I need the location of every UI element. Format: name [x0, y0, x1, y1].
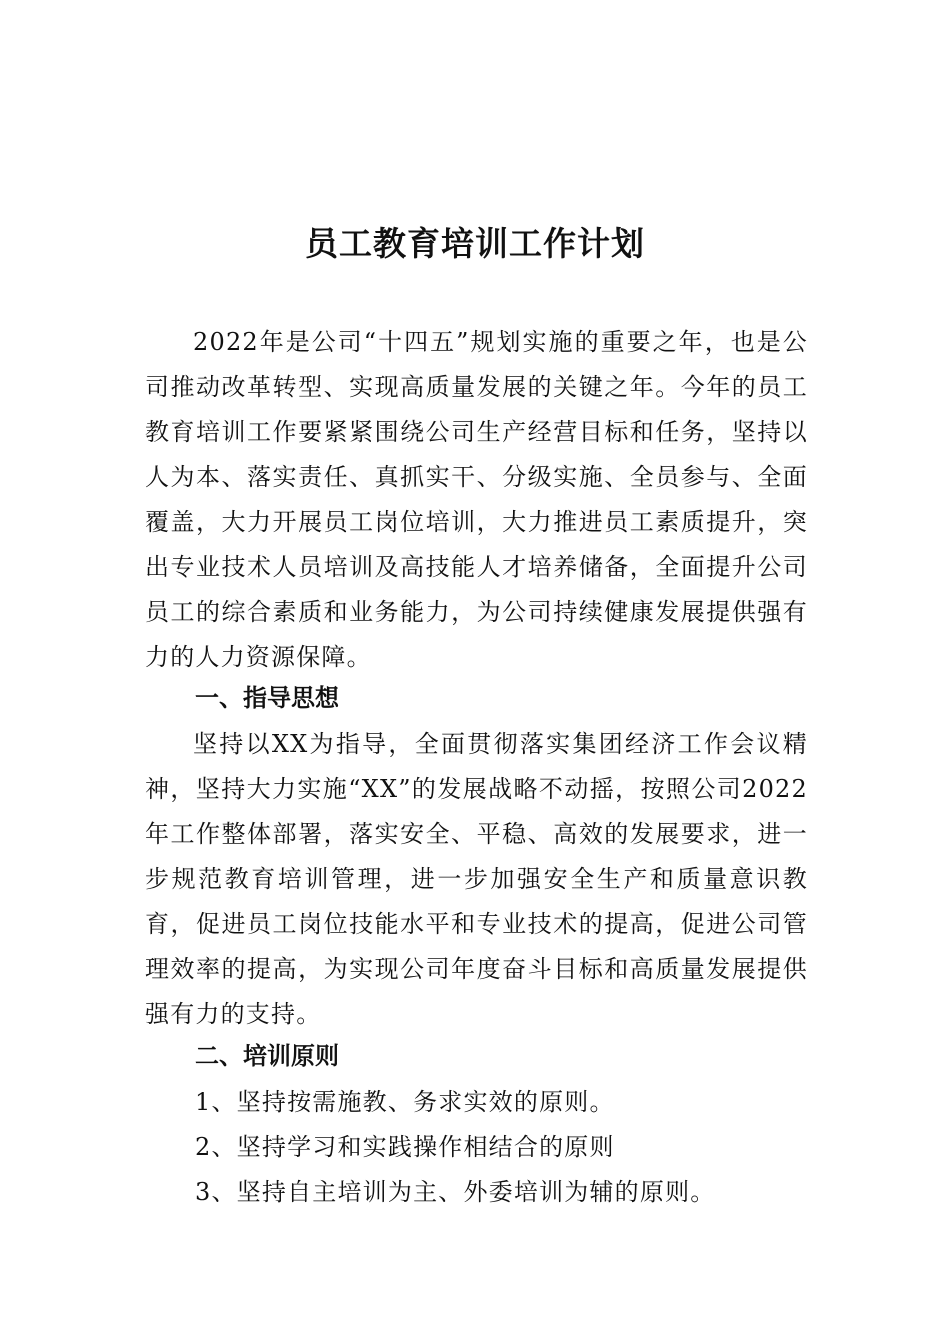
- section-heading-guiding-ideology: 一、指导思想: [195, 684, 339, 712]
- intro-paragraph: 2022年是公司“十四五”规划实施的重要之年，也是公司推动改革转型、实现高质量发展的关键之年。今年的员工教育培训工作要紧紧围绕公司生产经营目标和任务，坚持以人为本、落实责任、真抓实干、分级实施、全员参与、全面覆盖，大力开展员工岗位培训，大力推进员工素质提升，突出专业技术人员培训及高技能人才培养储备，全面提升公司员工的综合素质和业务能力，为公司持续健康发展提供强有力的人力资源保障。: [145, 328, 808, 671]
- principle-item: 1、坚持按需施教、务求实效的原则。: [195, 1088, 615, 1116]
- guiding-ideology-paragraph: 坚持以XX为指导，全面贯彻落实集团经济工作会议精神，坚持大力实施“XX”的发展战略不动摇，按照公司2022年工作整体部署，落实安全、平稳、高效的发展要求，进一步规范教育培训管理，进一步加强安全生产和质量意识教育，促进员工岗位技能水平和专业技术的提高，促进公司管理效率的提高，为实现公司年度奋斗目标和高质量发展提供强有力的支持。: [145, 730, 808, 1028]
- principle-item: 3、坚持自主培训为主、外委培训为辅的原则。: [195, 1178, 716, 1206]
- document-title: 员工教育培训工作计划: [305, 224, 645, 263]
- principle-item: 2、坚持学习和实践操作相结合的原则: [195, 1133, 615, 1161]
- section-heading-training-principles: 二、培训原则: [195, 1042, 339, 1070]
